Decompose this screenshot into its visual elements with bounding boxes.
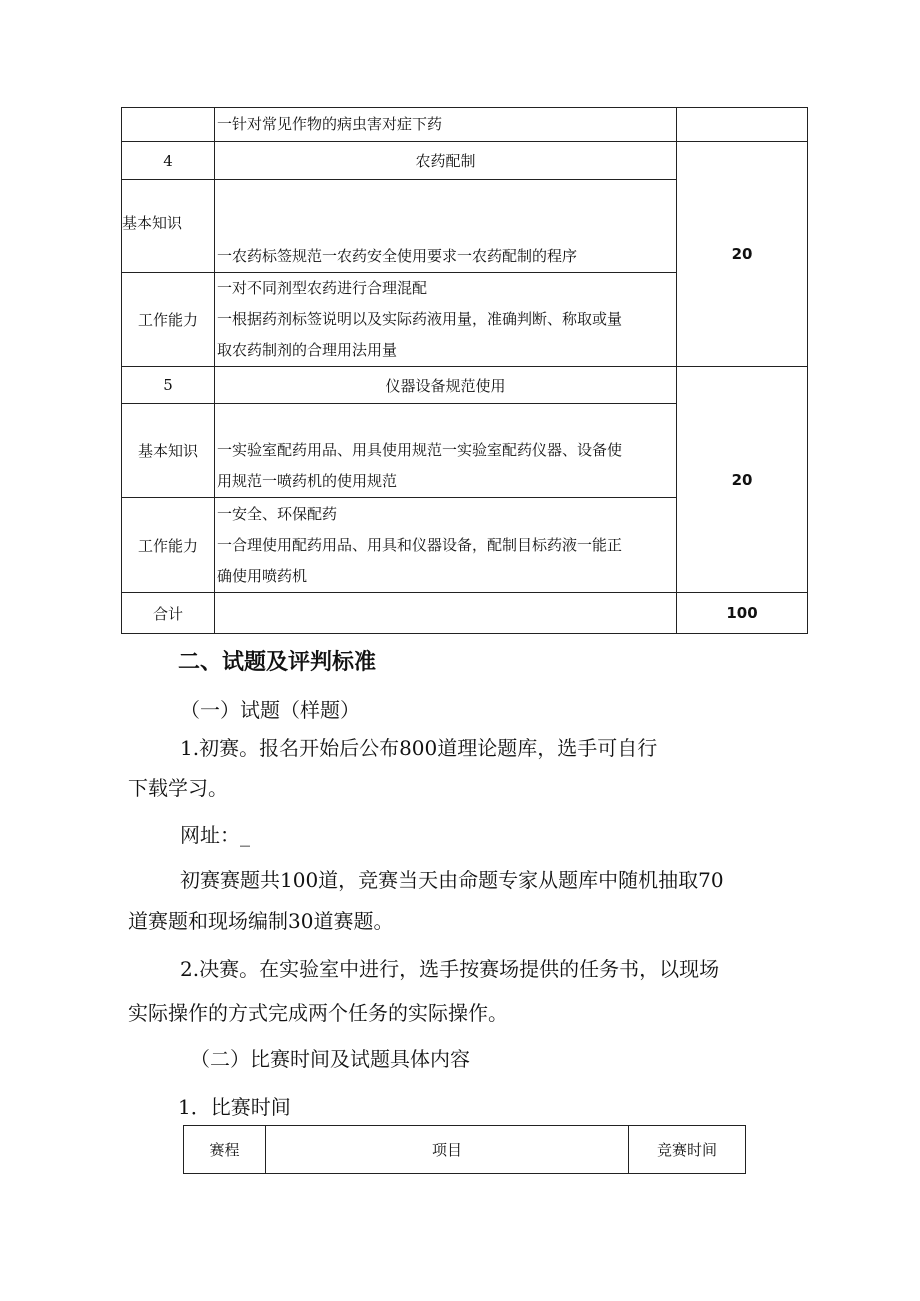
paragraph-line: 道赛题和现场编制30道赛题。: [128, 909, 394, 933]
table-row: [122, 108, 808, 142]
section-number: 5: [122, 367, 215, 404]
ability-label: 工作能力: [122, 498, 215, 593]
ability-content: [215, 498, 677, 593]
paragraph-line: 初赛赛题共100道，竞赛当天由命题专家从题库中随机抽取70: [180, 868, 724, 892]
section-title: 农药配制: [215, 142, 677, 180]
column-header: 项目: [266, 1126, 629, 1174]
knowledge-label: 基本知识: [122, 404, 215, 498]
table-cell: [122, 108, 215, 142]
content-line: 一安全、环保配药: [217, 504, 338, 523]
subheading: （一）试题（样题）: [180, 698, 360, 722]
table-cell: [677, 108, 808, 142]
content-line: 一根据药剂标签说明以及实际药液用量，准确判断、称取或量: [217, 310, 623, 328]
table-row: [122, 367, 808, 404]
section-score: 20: [677, 367, 808, 593]
table-row: [122, 142, 808, 180]
content-line: 一合理使用配药用品、用具和仪器设备，配制目标药液一能正: [217, 535, 623, 554]
column-header: 竞赛时间: [629, 1126, 746, 1174]
table-row: [122, 593, 808, 634]
content-line: 用规范一喷药机的使用规范: [217, 472, 398, 490]
section-title: 仪器设备规范使用: [215, 367, 677, 404]
table-header-row: [184, 1126, 746, 1174]
paragraph-line: 1.初赛。报名开始后公布800道理论题库，选手可自行: [180, 736, 658, 760]
content-line: 一对不同剂型农药进行合理混配: [217, 279, 428, 297]
column-header: 赛程: [184, 1126, 266, 1174]
paragraph-line: 2.决赛。在实验室中进行，选手按赛场提供的任务书，以现场: [180, 957, 720, 981]
schedule-table: [183, 1125, 746, 1174]
ability-label: 工作能力: [122, 273, 215, 367]
knowledge-content: [215, 404, 677, 498]
content-line: 一农药标签规范一农药安全使用要求一农药配制的程序: [217, 247, 578, 265]
knowledge-content: [215, 180, 677, 273]
ability-content: [215, 273, 677, 367]
content-line: 一实验室配药用品、用具使用规范一实验室配药仪器、设备使: [217, 441, 623, 459]
content-line: 确使用喷药机: [217, 566, 308, 585]
table-cell: [215, 593, 677, 634]
subheading-item: 1．比赛时间: [178, 1095, 291, 1119]
knowledge-label: 基本知识: [122, 180, 215, 273]
paragraph-line: 实际操作的方式完成两个任务的实际操作。: [128, 1001, 508, 1025]
url-label: 网址：_: [180, 823, 250, 847]
subheading: （二）比赛时间及试题具体内容: [190, 1047, 470, 1071]
total-label: 合计: [122, 593, 215, 634]
competition-content-table: [121, 107, 808, 634]
total-score: 100: [677, 593, 808, 634]
content-line: 取农药制剂的合理用法用量: [217, 341, 398, 359]
table-cell: [215, 108, 677, 142]
section-score: 20: [677, 142, 808, 367]
paragraph-line: 下载学习。: [128, 776, 228, 800]
section-heading: 二、试题及评判标准: [178, 650, 377, 675]
section-number: 4: [122, 142, 215, 180]
content-line: 一针对常见作物的病虫害对症下药: [217, 115, 443, 133]
